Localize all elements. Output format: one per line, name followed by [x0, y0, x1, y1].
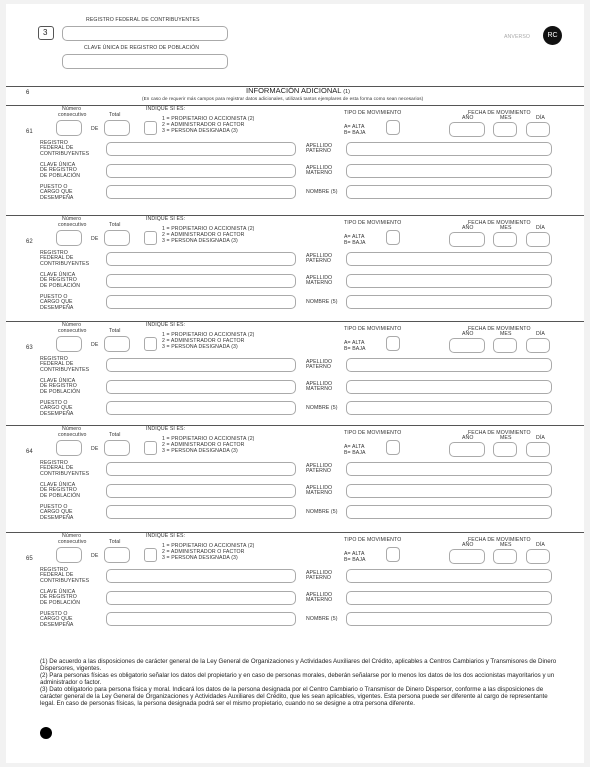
label-line: CLAVE ÚNICA	[40, 482, 76, 488]
block-rule	[6, 425, 584, 426]
baja-label: B= BAJA	[344, 450, 366, 456]
dia-input[interactable]	[526, 122, 550, 137]
baja-label: B= BAJA	[344, 240, 366, 246]
consecutivo-label: consecutivo	[58, 328, 87, 334]
tipo-movimiento-label: TIPO DE MOVIMIENTO	[344, 220, 402, 226]
label-line: CONTRIBUYENTES	[40, 577, 90, 584]
apellido-paterno-input[interactable]	[346, 462, 552, 476]
dia-label: DÍA	[536, 225, 545, 231]
label-line: PATERNO	[306, 148, 332, 155]
tipo-movimiento-input[interactable]	[386, 230, 400, 245]
mes-label: MES	[500, 225, 512, 231]
nombre-label: NOMBRE (5)	[306, 189, 338, 195]
consecutivo-input[interactable]	[56, 547, 82, 563]
label-line: DE REGISTRO	[40, 167, 77, 174]
baja-label: B= BAJA	[344, 557, 366, 563]
registration-mark	[40, 727, 52, 739]
anio-input[interactable]	[449, 549, 485, 564]
block-rule	[6, 321, 584, 322]
mes-input[interactable]	[493, 122, 517, 137]
alta-label: A= ALTA	[344, 340, 365, 346]
dia-input[interactable]	[526, 442, 550, 457]
curp-label	[40, 273, 80, 289]
rfc-label	[40, 357, 89, 373]
cargo-label	[40, 295, 73, 311]
rfc-label	[40, 251, 89, 267]
label-line: MATERNO	[306, 280, 333, 287]
tipo-movimiento-label: TIPO DE MOVIMIENTO	[344, 326, 402, 332]
apellido-materno-input[interactable]	[346, 484, 552, 498]
cargo-input[interactable]	[106, 401, 296, 415]
de-label: DE	[91, 126, 99, 132]
nombre-input[interactable]	[346, 295, 552, 309]
dia-label: DÍA	[536, 331, 545, 337]
baja-label: B= BAJA	[344, 346, 366, 352]
anio-input[interactable]	[449, 232, 485, 247]
alta-label: A= ALTA	[344, 124, 365, 130]
consecutivo-input[interactable]	[56, 440, 82, 456]
section-6-number: 6	[26, 90, 30, 96]
label-line: APELLIDO	[306, 143, 333, 149]
label-line: FEDERAL DE	[40, 572, 74, 579]
label-line: CARGO QUE	[40, 616, 73, 623]
form-page	[6, 4, 584, 763]
dia-input[interactable]	[526, 549, 550, 564]
label-line: PATERNO	[306, 258, 332, 265]
curp-label	[40, 590, 80, 606]
mes-label: MES	[500, 542, 512, 548]
option-3: 3 = PERSONA DESIGNADA (3)	[162, 344, 238, 350]
anio-input[interactable]	[449, 442, 485, 457]
label-line: CARGO QUE	[40, 189, 73, 196]
numero-label: Número	[62, 426, 82, 432]
de-label: DE	[91, 342, 99, 348]
fecha-movimiento-label: FECHA DE MOVIMIENTO	[468, 537, 531, 543]
numero-label: Número	[62, 106, 82, 112]
rfc-input[interactable]	[106, 462, 296, 476]
alta-label: A= ALTA	[344, 551, 365, 557]
fecha-movimiento-label: FECHA DE MOVIMIENTO	[468, 110, 531, 116]
apellido-materno-input[interactable]	[346, 164, 552, 178]
cargo-label	[40, 401, 73, 417]
total-label: Total	[109, 539, 121, 545]
tipo-movimiento-label: TIPO DE MOVIMIENTO	[344, 537, 402, 543]
label-line: APELLIDO	[306, 165, 333, 171]
label-line: PUESTO O	[40, 294, 68, 300]
label-line: PUESTO O	[40, 611, 68, 617]
option-1: 1 = PROPIETARIO O ACCIONISTA (2)	[162, 116, 255, 122]
option-2: 2 = ADMINISTRADOR O FACTOR	[162, 549, 245, 555]
label-line: FEDERAL DE	[40, 255, 74, 262]
numero-label: Número	[62, 216, 82, 222]
option-1: 1 = PROPIETARIO O ACCIONISTA (2)	[162, 226, 255, 232]
label-line: DE REGISTRO	[40, 277, 77, 284]
label-line: CONTRIBUYENTES	[40, 470, 90, 477]
label-line: APELLIDO	[306, 381, 333, 387]
curp-input[interactable]	[106, 380, 296, 394]
label-line: DE REGISTRO	[40, 487, 77, 494]
tipo-movimiento-input[interactable]	[386, 547, 400, 562]
indique-input[interactable]	[144, 231, 157, 245]
label-line: FEDERAL DE	[40, 361, 74, 368]
curp-input[interactable]	[106, 484, 296, 498]
apellido-materno-label	[306, 276, 332, 287]
block-number: 62	[26, 239, 33, 245]
cargo-input[interactable]	[106, 505, 296, 519]
apellido-materno-input[interactable]	[346, 591, 552, 605]
total-input[interactable]	[104, 336, 130, 352]
anio-input[interactable]	[449, 122, 485, 137]
person-block	[6, 321, 584, 421]
mes-input[interactable]	[493, 549, 517, 564]
block-number: 61	[26, 129, 33, 135]
option-3: 3 = PERSONA DESIGNADA (3)	[162, 128, 238, 134]
label-line: PUESTO O	[40, 504, 68, 510]
numero-label: Número	[62, 533, 82, 539]
label-line: MATERNO	[306, 386, 333, 393]
apellido-paterno-label	[306, 254, 332, 265]
logo-badge: RC	[543, 26, 562, 45]
cargo-input[interactable]	[106, 295, 296, 309]
total-label: Total	[109, 432, 121, 438]
apellido-paterno-label	[306, 571, 332, 582]
rfc-label	[40, 568, 89, 584]
apellido-paterno-label	[306, 360, 332, 371]
total-label: Total	[109, 222, 121, 228]
label-line: DE POBLACIÓN	[40, 282, 81, 289]
apellido-materno-label	[306, 382, 332, 393]
side-label: ANVERSO	[504, 34, 531, 40]
consecutivo-label: consecutivo	[58, 112, 87, 118]
cargo-input[interactable]	[106, 612, 296, 626]
anio-label: AÑO	[462, 331, 474, 337]
tipo-movimiento-label: TIPO DE MOVIMIENTO	[344, 430, 402, 436]
indique-label: INDIQUE SI ES:	[146, 533, 186, 539]
fecha-movimiento-label: FECHA DE MOVIMIENTO	[468, 326, 531, 332]
curp-input[interactable]	[106, 274, 296, 288]
option-1: 1 = PROPIETARIO O ACCIONISTA (2)	[162, 543, 255, 549]
anio-label: AÑO	[462, 225, 474, 231]
label-line: REGISTRO	[40, 567, 68, 573]
mes-label: MES	[500, 331, 512, 337]
option-2: 2 = ADMINISTRADOR O FACTOR	[162, 122, 245, 128]
total-input[interactable]	[104, 547, 130, 563]
label-line: DE POBLACIÓN	[40, 172, 81, 179]
block-rule	[6, 105, 584, 106]
section-subtitle: (En caso de requerir más campos para registrar datos adicionales, utilizará tantos ejemplares de esta forma como sean necesarios)	[142, 96, 424, 101]
label-line: REGISTRO	[40, 460, 68, 466]
person-block	[6, 215, 584, 315]
consecutivo-input[interactable]	[56, 230, 82, 246]
label-line: CLAVE ÚNICA	[40, 589, 76, 595]
label-line: APELLIDO	[306, 253, 333, 259]
numero-label: Número	[62, 322, 82, 328]
label-line: MATERNO	[306, 170, 333, 177]
apellido-materno-input[interactable]	[346, 380, 552, 394]
label-line: PATERNO	[306, 575, 332, 582]
label-line: DESEMPEÑA	[40, 514, 74, 521]
label-line: PUESTO O	[40, 400, 68, 406]
label-line: CONTRIBUYENTES	[40, 150, 90, 157]
rfc-input[interactable]	[106, 252, 296, 266]
label-line: APELLIDO	[306, 359, 333, 365]
rfc-input[interactable]	[106, 358, 296, 372]
label-line: CLAVE ÚNICA	[40, 162, 76, 168]
rfc-header-label: REGISTRO FEDERAL DE CONTRIBUYENTES	[86, 17, 200, 23]
indique-input[interactable]	[144, 548, 157, 562]
de-label: DE	[91, 446, 99, 452]
section-title	[246, 86, 350, 95]
label-line: REGISTRO	[40, 140, 68, 146]
label-line: PATERNO	[306, 468, 332, 475]
mes-input[interactable]	[493, 232, 517, 247]
label-line: DESEMPEÑA	[40, 194, 74, 201]
option-2: 2 = ADMINISTRADOR O FACTOR	[162, 338, 245, 344]
indique-label: INDIQUE SI ES:	[146, 322, 186, 328]
dia-label: DÍA	[536, 115, 545, 121]
indique-label: INDIQUE SI ES:	[146, 106, 186, 112]
label-line: APELLIDO	[306, 463, 333, 469]
nombre-input[interactable]	[346, 505, 552, 519]
rfc-input[interactable]	[106, 142, 296, 156]
person-block	[6, 532, 584, 632]
label-line: DE REGISTRO	[40, 594, 77, 601]
block-rule	[6, 215, 584, 216]
label-line: CARGO QUE	[40, 405, 73, 412]
de-label: DE	[91, 553, 99, 559]
label-line: APELLIDO	[306, 485, 333, 491]
anio-input[interactable]	[449, 338, 485, 353]
curp-input[interactable]	[106, 591, 296, 605]
curp-label	[40, 379, 80, 395]
consecutivo-input[interactable]	[56, 120, 82, 136]
option-2: 2 = ADMINISTRADOR O FACTOR	[162, 232, 245, 238]
apellido-paterno-input[interactable]	[346, 142, 552, 156]
curp-label	[40, 163, 80, 179]
label-line: CONTRIBUYENTES	[40, 260, 90, 267]
consecutivo-label: consecutivo	[58, 222, 87, 228]
person-block	[6, 105, 584, 205]
tipo-movimiento-input[interactable]	[386, 336, 400, 351]
apellido-paterno-label	[306, 464, 332, 475]
label-line: CONTRIBUYENTES	[40, 366, 90, 373]
cargo-label	[40, 612, 73, 628]
anio-label: AÑO	[462, 115, 474, 121]
cargo-input[interactable]	[106, 185, 296, 199]
total-label: Total	[109, 112, 121, 118]
alta-label: A= ALTA	[344, 444, 365, 450]
section-title-text: INFORMACIÓN ADICIONAL	[246, 86, 342, 95]
apellido-paterno-input[interactable]	[346, 252, 552, 266]
nombre-label: NOMBRE (5)	[306, 405, 338, 411]
consecutivo-label: consecutivo	[58, 539, 87, 545]
label-line: REGISTRO	[40, 250, 68, 256]
baja-label: B= BAJA	[344, 130, 366, 136]
rfc-input[interactable]	[106, 569, 296, 583]
indique-input[interactable]	[144, 337, 157, 351]
nombre-label: NOMBRE (5)	[306, 616, 338, 622]
label-line: DESEMPEÑA	[40, 621, 74, 628]
block-number: 64	[26, 449, 33, 455]
dia-input[interactable]	[526, 232, 550, 247]
footnotes	[40, 658, 560, 707]
block-number: 65	[26, 556, 33, 562]
block-rule	[6, 532, 584, 533]
mes-label: MES	[500, 115, 512, 121]
label-line: APELLIDO	[306, 570, 333, 576]
block-number: 63	[26, 345, 33, 351]
dia-input[interactable]	[526, 338, 550, 353]
footnote: (3) Dato obligatorio para persona física y moral. Indicará los datos de la persona designada por el Centro Cambiario o Transmisor de Dinero Dispersor, conforme a las disposiciones de carácter general de la Ley General de Organizaciones y Actividades Auxiliares del Crédito, que les sean aplicables, vigentes. Esta persona puede ser diferente al cargo de representante legal. En caso de personas físicas, la persona designada podrá ser el mismo propietario, cuando no se designe a otra persona diferente.	[40, 686, 548, 707]
cargo-label	[40, 185, 73, 201]
footnote: (2) Para personas físicas es obligatorio señalar los datos del propietario y en caso de personas morales, deberán señalarse por lo menos los datos de los dos accionistas mayoritarios y un administrador o factor.	[40, 672, 555, 686]
tipo-movimiento-input[interactable]	[386, 120, 400, 135]
apellido-paterno-label	[306, 144, 332, 155]
label-line: CARGO QUE	[40, 299, 73, 306]
total-label: Total	[109, 328, 121, 334]
option-3: 3 = PERSONA DESIGNADA (3)	[162, 448, 238, 454]
section-title-ref: (1)	[343, 89, 350, 95]
label-line: PATERNO	[306, 364, 332, 371]
apellido-materno-label	[306, 593, 332, 604]
label-line: APELLIDO	[306, 592, 333, 598]
option-3: 3 = PERSONA DESIGNADA (3)	[162, 555, 238, 561]
label-line: DESEMPEÑA	[40, 304, 74, 311]
rfc-header-input[interactable]	[62, 26, 228, 41]
anio-label: AÑO	[462, 435, 474, 441]
consecutivo-label: consecutivo	[58, 432, 87, 438]
indique-label: INDIQUE SI ES:	[146, 426, 186, 432]
label-line: DE REGISTRO	[40, 383, 77, 390]
tipo-movimiento-label: TIPO DE MOVIMIENTO	[344, 110, 402, 116]
option-3: 3 = PERSONA DESIGNADA (3)	[162, 238, 238, 244]
label-line: MATERNO	[306, 597, 333, 604]
total-input[interactable]	[104, 230, 130, 246]
apellido-materno-input[interactable]	[346, 274, 552, 288]
apellido-paterno-input[interactable]	[346, 358, 552, 372]
total-input[interactable]	[104, 120, 130, 136]
tipo-movimiento-input[interactable]	[386, 440, 400, 455]
mes-input[interactable]	[493, 338, 517, 353]
nombre-input[interactable]	[346, 612, 552, 626]
footnote: (1) De acuerdo a las disposiciones de carácter general de la Ley General de Organizaciones y Actividades Auxiliares del Crédito, aplicables a Centros Cambiarios y Transmisores de Dinero Dispersores, vigentes.	[40, 658, 557, 672]
nombre-input[interactable]	[346, 185, 552, 199]
person-block	[6, 425, 584, 525]
label-line: DE POBLACIÓN	[40, 599, 81, 606]
total-input[interactable]	[104, 440, 130, 456]
label-line: DESEMPEÑA	[40, 410, 74, 417]
curp-label	[40, 483, 80, 499]
label-line: DE POBLACIÓN	[40, 492, 81, 499]
label-line: PUESTO O	[40, 184, 68, 190]
option-1: 1 = PROPIETARIO O ACCIONISTA (2)	[162, 436, 255, 442]
indique-input[interactable]	[144, 121, 157, 135]
label-line: CLAVE ÚNICA	[40, 272, 76, 278]
label-line: CLAVE ÚNICA	[40, 378, 76, 384]
consecutivo-input[interactable]	[56, 336, 82, 352]
apellido-materno-label	[306, 166, 332, 177]
apellido-materno-label	[306, 486, 332, 497]
indique-label: INDIQUE SI ES:	[146, 216, 186, 222]
label-line: FEDERAL DE	[40, 145, 74, 152]
label-line: APELLIDO	[306, 275, 333, 281]
nombre-input[interactable]	[346, 401, 552, 415]
dia-label: DÍA	[536, 435, 545, 441]
apellido-paterno-input[interactable]	[346, 569, 552, 583]
curp-header-label: CLAVE ÚNICA DE REGISTRO DE POBLACIÓN	[84, 45, 200, 51]
cargo-label	[40, 505, 73, 521]
nombre-label: NOMBRE (5)	[306, 509, 338, 515]
label-line: DE POBLACIÓN	[40, 388, 81, 395]
curp-input[interactable]	[106, 164, 296, 178]
curp-header-input[interactable]	[62, 54, 228, 69]
alta-label: A= ALTA	[344, 234, 365, 240]
label-line: FEDERAL DE	[40, 465, 74, 472]
section-number: 3	[43, 28, 48, 37]
indique-input[interactable]	[144, 441, 157, 455]
rfc-label	[40, 461, 89, 477]
option-2: 2 = ADMINISTRADOR O FACTOR	[162, 442, 245, 448]
label-line: CARGO QUE	[40, 509, 73, 516]
label-line: REGISTRO	[40, 356, 68, 362]
label-line: MATERNO	[306, 490, 333, 497]
mes-input[interactable]	[493, 442, 517, 457]
fecha-movimiento-label: FECHA DE MOVIMIENTO	[468, 430, 531, 436]
option-1: 1 = PROPIETARIO O ACCIONISTA (2)	[162, 332, 255, 338]
mes-label: MES	[500, 435, 512, 441]
dia-label: DÍA	[536, 542, 545, 548]
fecha-movimiento-label: FECHA DE MOVIMIENTO	[468, 220, 531, 226]
anio-label: AÑO	[462, 542, 474, 548]
nombre-label: NOMBRE (5)	[306, 299, 338, 305]
de-label: DE	[91, 236, 99, 242]
rfc-label	[40, 141, 89, 157]
